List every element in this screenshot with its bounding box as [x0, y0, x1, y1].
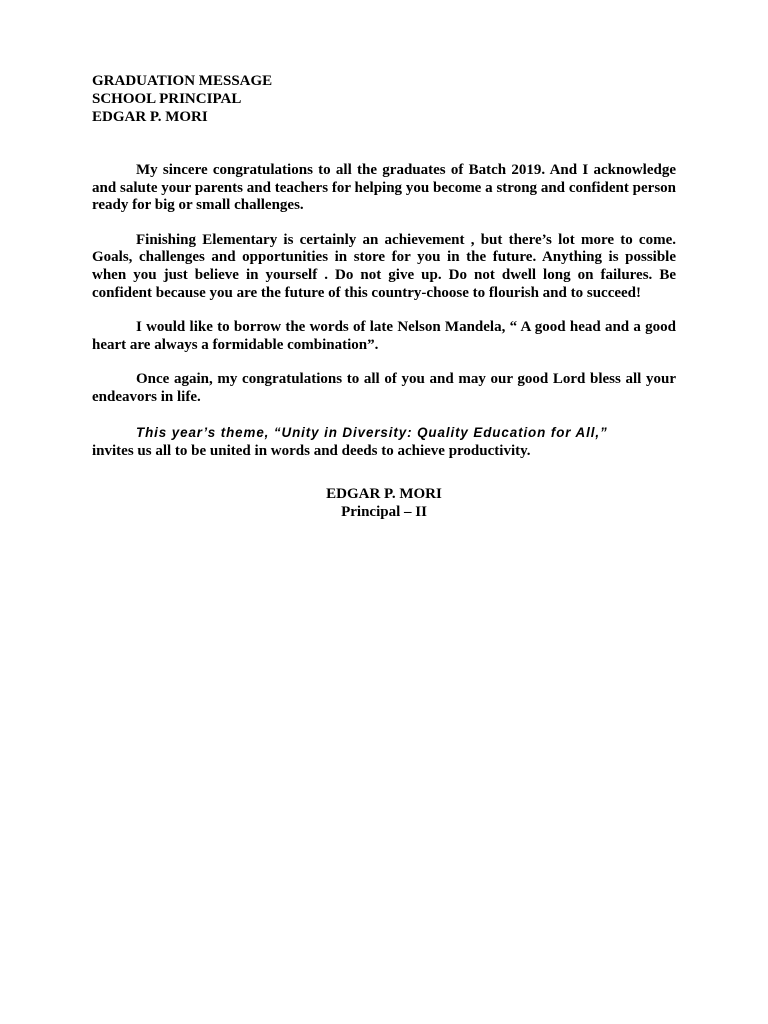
paragraph-achievement: Finishing Elementary is certainly an achievement , but there’s lot more to come. Goals, challenges and opportunities in store for you in the future. Anything is possible when you just believe in yourself . Do not give up. Do not dwell long on failures. Be confident because you are the future of this country-choose to flourish and to succeed!	[92, 231, 676, 301]
signature-title: Principal – II	[341, 503, 427, 520]
signature-block	[92, 485, 676, 521]
document-page	[92, 72, 676, 521]
document-header	[92, 72, 676, 126]
header-title: GRADUATION MESSAGE	[92, 73, 273, 89]
header-name: EDGAR P. MORI	[92, 109, 208, 125]
paragraph-congratulations: My sincere congratulations to all the graduates of Batch 2019. And I acknowledge and salute your parents and teachers for helping you become a strong and confident person ready for big or small challenges.	[92, 162, 676, 214]
paragraph-blessing: Once again, my congratulations to all of you and may our good Lord bless all your endeavors in life.	[92, 371, 676, 405]
theme-statement: This year’s theme, “Unity in Diversity: Quality Education for All,”	[136, 424, 608, 440]
header-position: SCHOOL PRINCIPAL	[92, 91, 242, 107]
signature-name: EDGAR P. MORI	[326, 485, 442, 502]
theme-followup: invites us all to be united in words and deeds to achieve productivity.	[92, 442, 531, 459]
paragraph-mandela-quote: I would like to borrow the words of late Nelson Mandela, “ A good head and a good heart are always a formidable combination”.	[92, 319, 676, 353]
